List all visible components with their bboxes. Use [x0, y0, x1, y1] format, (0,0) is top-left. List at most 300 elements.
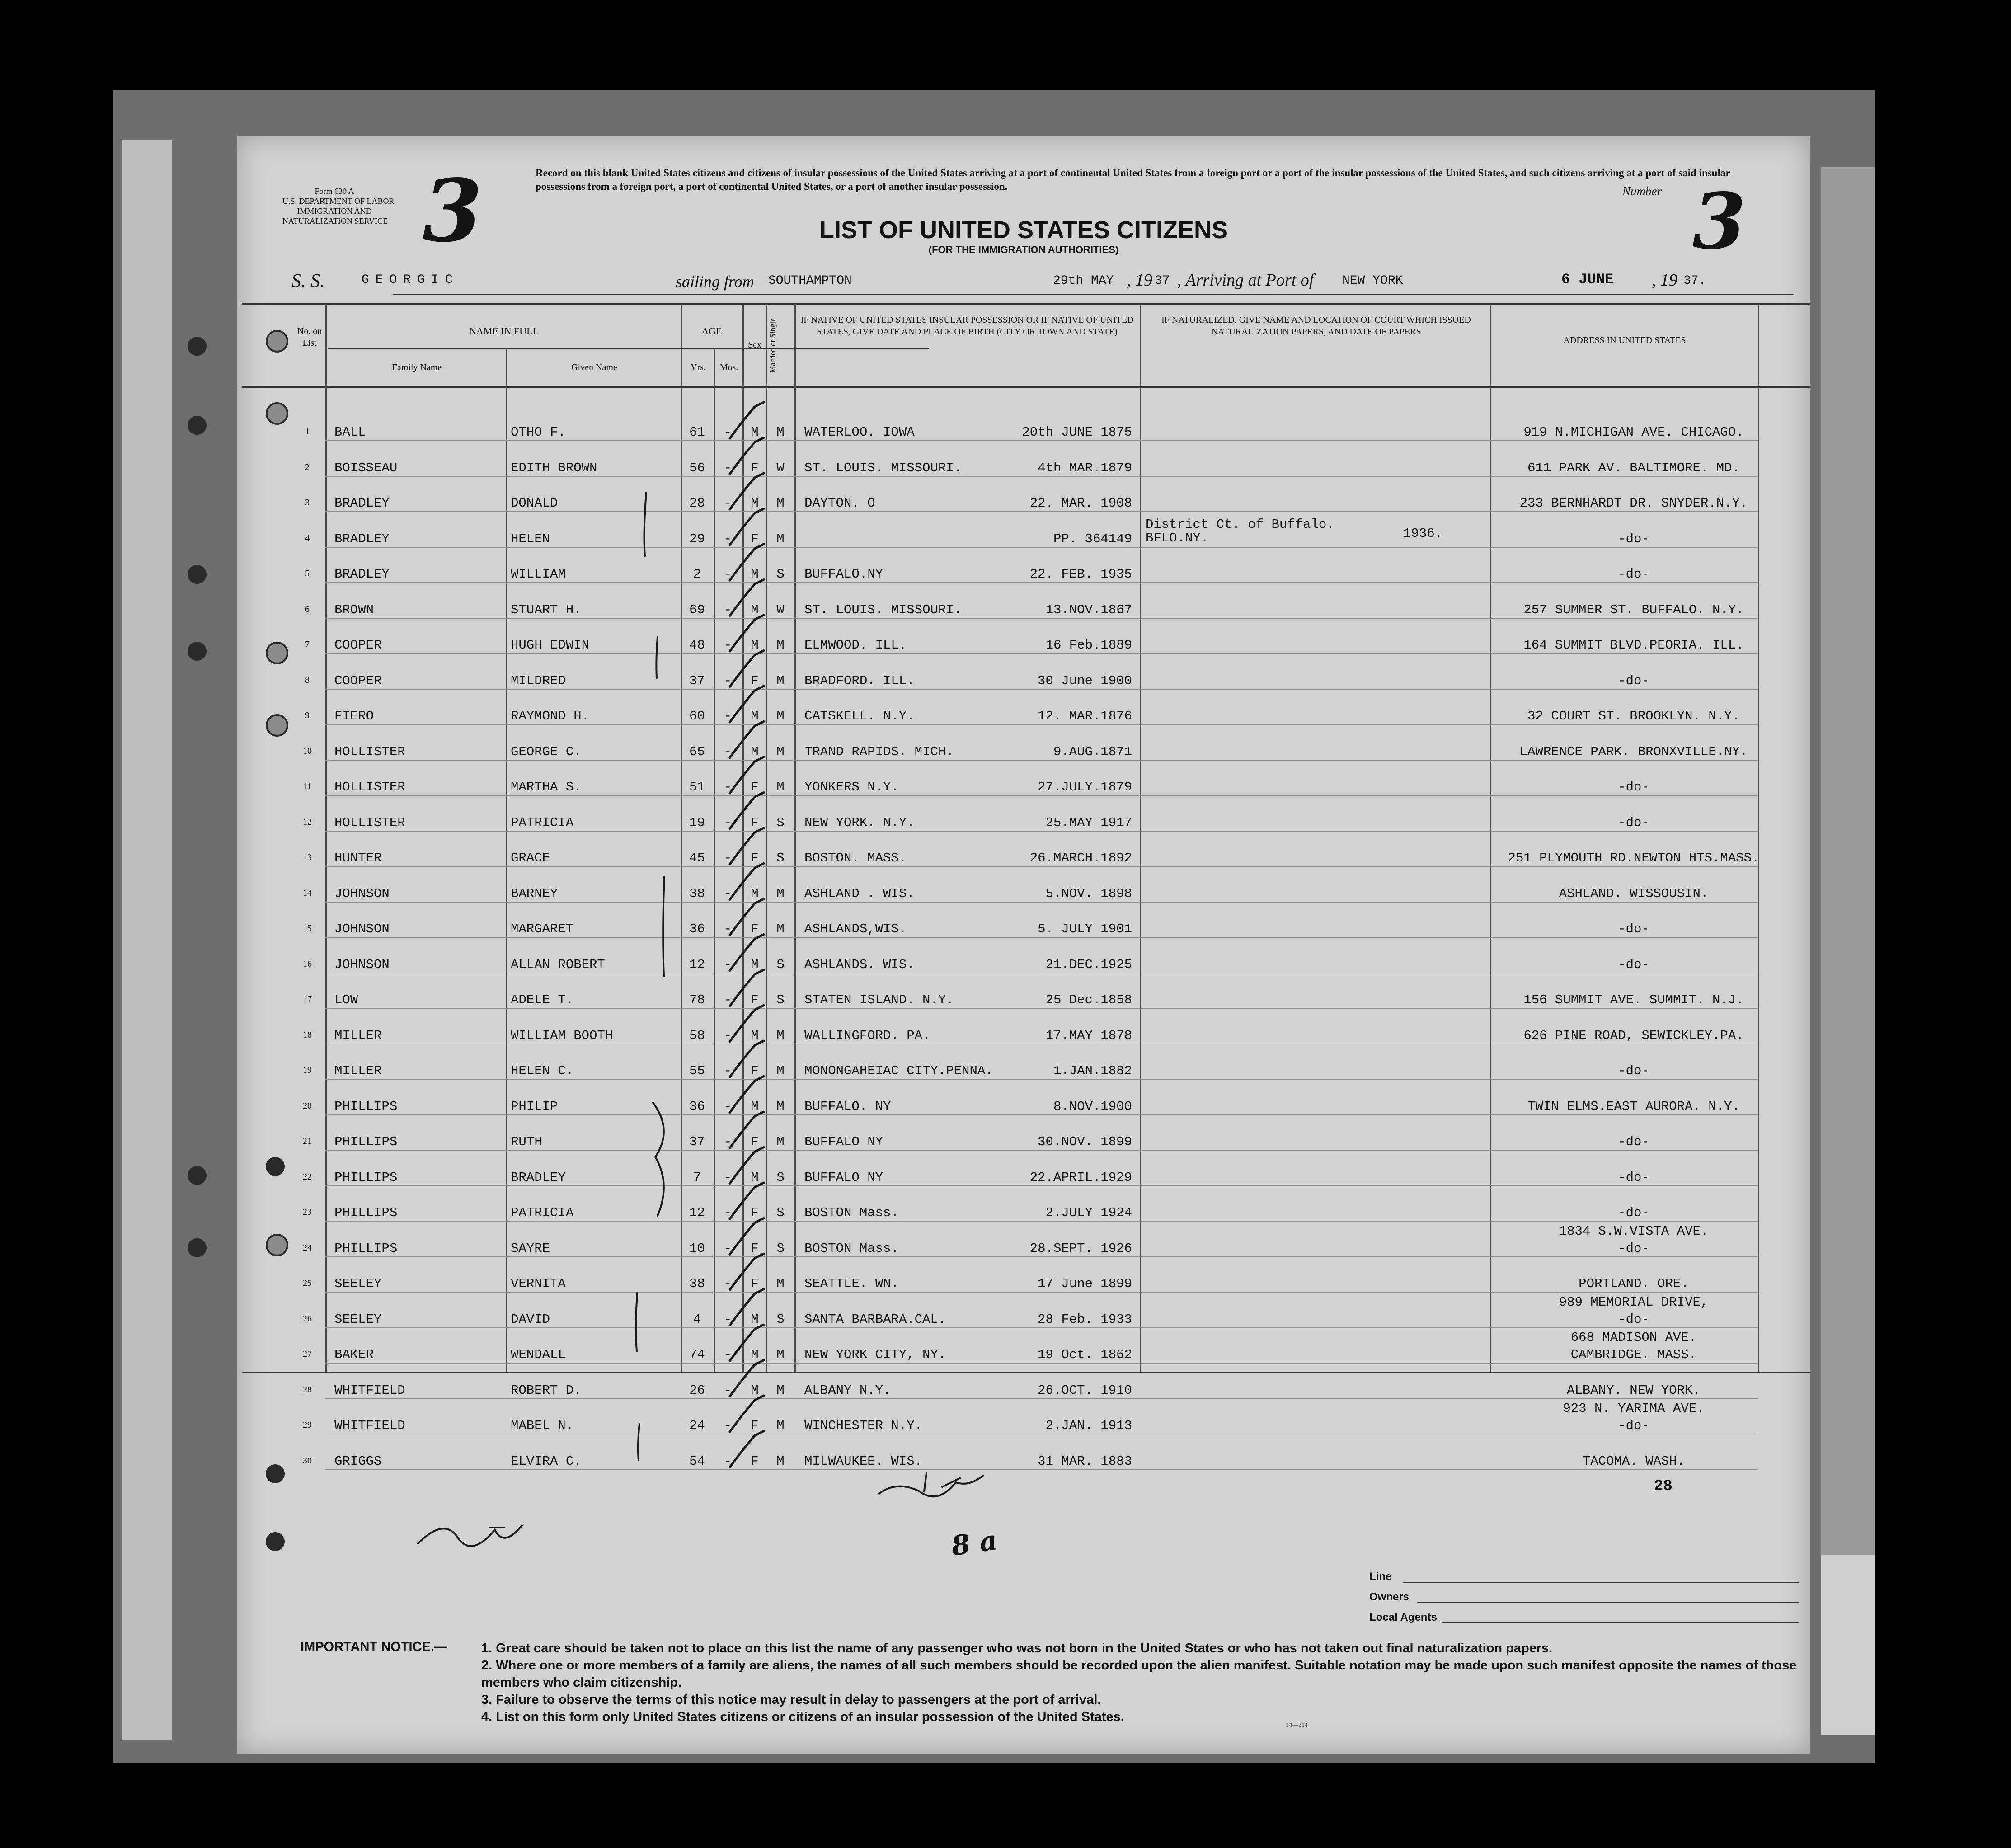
age-years: 61 [689, 425, 705, 440]
age-years: 37 [689, 1134, 705, 1149]
row-number: 10 [303, 746, 312, 756]
age-years: 55 [689, 1063, 705, 1078]
birth-place: ELMWOOD. ILL. [804, 638, 907, 653]
form-id-line: NATURALIZATION SERVICE [282, 216, 388, 226]
row-number: 19 [303, 1065, 312, 1075]
page-title: LIST OF UNITED STATES CITIZENS [819, 216, 1228, 244]
check-mark [730, 935, 764, 971]
age-months: - [724, 1276, 732, 1291]
birth-date: 30.NOV. 1899 [1038, 1134, 1132, 1149]
header-naturalized: IF NATURALIZED, GIVE NAME AND LOCATION OF COURT WHICH ISSUED NATURALIZATION PAPERS, AND DATE OF PAPERS [1161, 315, 1471, 337]
row-number: 28 [303, 1384, 312, 1395]
check-mark [730, 402, 764, 438]
given-name: STUART H. [511, 602, 582, 617]
birth-date: 22.APRIL.1929 [1029, 1170, 1132, 1185]
given-name: PATRICIA [511, 1205, 574, 1220]
birth-place: BOSTON. MASS. [804, 851, 907, 865]
address: 251 PLYMOUTH RD.NEWTON HTS.MASS. [1508, 851, 1760, 865]
family-name: BRADLEY [334, 567, 390, 582]
age-years: 54 [689, 1453, 705, 1469]
birth-place: ASHLANDS,WIS. [804, 922, 907, 936]
form-id-line: Form 630 A [315, 187, 354, 196]
row-number: 23 [303, 1207, 312, 1217]
age-months: - [724, 496, 732, 511]
family-name: HOLLISTER [334, 744, 405, 759]
marital-status: M [776, 673, 785, 688]
page-subtitle: (FOR THE IMMIGRATION AUTHORITIES) [928, 244, 1119, 255]
address: TACOMA. WASH. [1582, 1453, 1685, 1469]
binder-hole [266, 1532, 285, 1551]
marital-status: M [776, 1382, 785, 1398]
birth-date: 2.JAN. 1913 [1045, 1418, 1132, 1433]
marital-status: S [776, 1205, 785, 1220]
birth-place: ST. LOUIS. MISSOURI. [804, 602, 962, 617]
notice-items [481, 1640, 1801, 1726]
sex: M [751, 602, 759, 617]
binder-hole [266, 1464, 285, 1483]
birth-date: 31 MAR. 1883 [1038, 1453, 1132, 1469]
check-mark [730, 509, 764, 545]
given-name: RAYMOND H. [511, 709, 590, 724]
check-mark [730, 1077, 764, 1113]
check-mark [730, 864, 764, 900]
sex: F [751, 992, 759, 1007]
family-name: BAKER [334, 1347, 374, 1362]
birth-place: CATSKELL. N.Y. [804, 709, 915, 724]
bracket-mark [636, 1293, 637, 1351]
age-months: - [724, 1205, 732, 1220]
birth-date: 27.JULY.1879 [1038, 780, 1132, 795]
birth-place: SANTA BARBARA.CAL. [804, 1312, 946, 1327]
signature-scrawl [418, 1525, 522, 1546]
marital-status: S [776, 1241, 785, 1256]
ship-name: GEORGIC [362, 273, 459, 287]
sex: M [751, 1382, 759, 1398]
row-number: 17 [303, 994, 312, 1004]
sex: M [751, 1099, 759, 1114]
age-years: 45 [689, 851, 705, 865]
header-given-name: Given Name [571, 362, 617, 372]
notice-item: 2. Where one or more members of a family are aliens, the names of all such members should be recorded upon the alien manifest. Suitable notation may be made upon such manifest opposite the names of those members who claim citizenship. [481, 1658, 1797, 1690]
address: -do- [1618, 1241, 1649, 1256]
given-name: EDITH BROWN [511, 460, 597, 475]
birth-place: ALBANY N.Y. [804, 1382, 891, 1398]
sex: M [751, 1347, 759, 1362]
age-months: - [724, 744, 732, 759]
notice-item: 1. Great care should be taken not to place on this list the name of any passenger who was not born in the United States or who has not taken out final naturalization papers. [481, 1641, 1553, 1655]
family-name: SEELEY [334, 1276, 382, 1291]
given-name: WILLIAM BOOTH [511, 1028, 613, 1043]
age-months: - [724, 1418, 732, 1433]
given-name: SAYRE [511, 1241, 550, 1256]
age-years: 51 [689, 780, 705, 795]
birth-place: MONONGAHEIAC CITY.PENNA. [804, 1063, 993, 1078]
family-name: LOW [334, 992, 358, 1007]
marital-status: S [776, 815, 785, 830]
address: 233 BERNHARDT DR. SNYDER.N.Y. [1519, 496, 1748, 511]
birth-place: BOSTON Mass. [804, 1205, 899, 1220]
sex: M [751, 1028, 759, 1043]
age-months: - [724, 1170, 732, 1185]
birth-date: 9.AUG.1871 [1053, 744, 1132, 759]
notice-item: 3. Failure to observe the terms of this notice may result in delay to passengers at the port of arrival. [481, 1693, 1101, 1707]
sex: M [751, 1312, 759, 1327]
age-months: - [724, 1099, 732, 1114]
age-years: 37 [689, 673, 705, 688]
marital-status: M [776, 709, 785, 724]
row-number: 9 [305, 710, 310, 720]
sex: F [751, 531, 759, 546]
given-name: ROBERT D. [511, 1382, 582, 1398]
backing-strip-right-lower [1821, 1555, 1875, 1735]
naturalization-court: District Ct. of Buffalo. BFLO.NY. [1146, 517, 1334, 545]
check-mark [730, 757, 764, 793]
check-mark [730, 473, 764, 509]
header-no-on-list: No. on List [297, 326, 322, 348]
age-years: 19 [689, 815, 705, 830]
sex: M [751, 496, 759, 511]
header-age: AGE [701, 325, 722, 337]
address: -do- [1618, 1205, 1649, 1220]
given-name: MILDRED [511, 673, 566, 688]
birth-date: 22. FEB. 1935 [1029, 567, 1132, 582]
birth-date: PP. 364149 [1053, 531, 1132, 546]
marital-status: W [776, 602, 785, 617]
sex: M [751, 638, 759, 653]
bracket-mark [644, 493, 646, 556]
check-mark [730, 1112, 764, 1148]
address: -do- [1618, 922, 1649, 936]
birth-date: 16 Feb.1889 [1045, 638, 1132, 653]
birth-date: 12. MAR.1876 [1038, 709, 1132, 724]
birth-date: 25 Dec.1858 [1045, 992, 1132, 1007]
given-name: HELEN C. [511, 1063, 574, 1078]
sex: M [751, 567, 759, 582]
check-mark [730, 544, 764, 580]
age-months: - [724, 815, 732, 830]
age-years: 24 [689, 1418, 705, 1433]
age-months: - [724, 425, 732, 440]
given-name: MABEL N. [511, 1418, 574, 1433]
address-extra: 989 MEMORIAL DRIVE, [1559, 1294, 1709, 1310]
binder-hole [266, 330, 288, 353]
address: -do- [1618, 1063, 1649, 1078]
family-name: BOISSEAU [334, 460, 398, 475]
age-months: - [724, 922, 732, 936]
age-years: 38 [689, 1276, 705, 1291]
address: -do- [1618, 815, 1649, 830]
birth-place: ASHLANDS. WIS. [804, 957, 915, 972]
row-number: 30 [303, 1455, 312, 1466]
birth-date: 5. JULY 1901 [1038, 922, 1132, 936]
marital-status: M [776, 744, 785, 759]
address: -do- [1618, 1170, 1649, 1185]
sex: M [751, 1170, 759, 1185]
marital-status: M [776, 531, 785, 546]
birth-place: BUFFALO. NY [804, 1099, 891, 1114]
binder-hole [188, 337, 207, 356]
sex: F [751, 1063, 759, 1078]
address: -do- [1618, 567, 1649, 582]
given-name: MARTHA S. [511, 780, 582, 795]
family-name: BROWN [334, 602, 374, 617]
birth-date: 21.DEC.1925 [1045, 957, 1132, 972]
family-name: PHILLIPS [334, 1170, 398, 1185]
marital-status: S [776, 567, 785, 582]
row-number: 22 [303, 1171, 312, 1182]
birth-date: 1.JAN.1882 [1053, 1063, 1132, 1078]
handwritten-sheet-number: 3 [423, 160, 483, 261]
age-years: 7 [693, 1170, 701, 1185]
header-sex: Sex [748, 340, 761, 350]
form-id-line: IMMIGRATION AND [297, 207, 372, 216]
instructions-text: Record on this blank United States citizens and citizens of insular possessions of the United States arriving at a port of continental United States from a foreign port or a port of the insular possessions of the United States, and such citizens arriving at a port of said insular possessions from a foreign port, a port of continental United States, or a port of another insular possession. [536, 167, 1730, 192]
address: 611 PARK AV. BALTIMORE. MD. [1527, 460, 1740, 475]
birth-place: MILWAUKEE. WIS. [804, 1453, 923, 1469]
local-agents-field-label: Local Agents [1369, 1611, 1437, 1623]
address: -do- [1618, 1312, 1649, 1327]
sex: M [751, 709, 759, 724]
birth-place: WALLINGFORD. PA. [804, 1028, 930, 1043]
age-months: - [724, 780, 732, 795]
row-number: 3 [305, 498, 310, 508]
sex: M [751, 744, 759, 759]
address: 32 COURT ST. BROOKLYN. N.Y. [1527, 709, 1740, 724]
family-name: PHILLIPS [334, 1205, 398, 1220]
check-mark [730, 1254, 764, 1290]
address: TWIN ELMS.EAST AURORA. N.Y. [1527, 1099, 1740, 1114]
sail-year: 37 [1155, 274, 1170, 288]
row-number: 14 [303, 888, 312, 898]
age-years: 65 [689, 744, 705, 759]
sex: F [751, 460, 759, 475]
sailing-from-label: sailing from [676, 273, 754, 291]
row-number: 27 [303, 1349, 312, 1359]
age-years: 69 [689, 602, 705, 617]
local-agents-field-rule [1442, 1622, 1799, 1623]
given-name: PATRICIA [511, 815, 574, 830]
marital-status: M [776, 496, 785, 511]
line-field-label: Line [1369, 1571, 1392, 1583]
owners-field-label: Owners [1369, 1591, 1410, 1603]
marital-status: M [776, 886, 785, 901]
row-number: 11 [303, 781, 312, 791]
address: -do- [1618, 957, 1649, 972]
marital-status: M [776, 1347, 785, 1362]
family-name: COOPER [334, 638, 382, 653]
address: 919 N.MICHIGAN AVE. CHICAGO. [1523, 425, 1744, 440]
bracket-mark [663, 877, 664, 976]
address: -do- [1618, 673, 1649, 688]
age-years: 56 [689, 460, 705, 475]
bracket-mark [653, 1103, 664, 1216]
check-mark [730, 686, 764, 722]
age-months: - [724, 1063, 732, 1078]
check-mark [730, 1006, 764, 1042]
age-years: 36 [689, 922, 705, 936]
marital-status: M [776, 780, 785, 795]
marital-status: M [776, 1063, 785, 1078]
birth-date: 28.SEPT. 1926 [1029, 1241, 1132, 1256]
birth-date: 19 Oct. 1862 [1038, 1347, 1132, 1362]
sex: F [751, 1276, 759, 1291]
sex: F [751, 1418, 759, 1433]
family-name: BALL [334, 425, 366, 440]
address: -do- [1618, 1418, 1649, 1433]
row-number: 15 [303, 923, 312, 933]
marital-status: S [776, 851, 785, 865]
check-mark [730, 1325, 764, 1361]
address-extra: 668 MADISON AVE. [1570, 1330, 1697, 1345]
header-birth: IF NATIVE OF UNITED STATES INSULAR POSSESSION OR IF NATIVE OF UNITED STATES, GIVE DATE AND PLACE OF BIRTH (CITY OR TOWN AND STATE) [800, 315, 1134, 337]
age-months: - [724, 602, 732, 617]
birth-place: NEW YORK CITY, NY. [804, 1347, 946, 1362]
given-name: BARNEY [511, 886, 558, 901]
binder-hole [188, 565, 207, 584]
sex: F [751, 673, 759, 688]
marital-status: M [776, 638, 785, 653]
binder-hole [188, 416, 207, 435]
handwritten-note: 8 a [949, 1524, 999, 1562]
address: -do- [1618, 1134, 1649, 1149]
age-months: - [724, 567, 732, 582]
family-name: WHITFIELD [334, 1418, 405, 1433]
row-number: 6 [305, 604, 310, 614]
check-mark [730, 1396, 764, 1432]
birth-place: WINCHESTER N.Y. [804, 1418, 923, 1433]
family-name: GRIGGS [334, 1453, 382, 1469]
check-mark [730, 828, 764, 864]
marital-status: M [776, 1418, 785, 1433]
binder-hole [188, 1166, 207, 1185]
check-mark [730, 1360, 764, 1397]
check-mark [730, 651, 764, 687]
marital-status: W [776, 460, 785, 475]
marital-status: S [776, 957, 785, 972]
age-months: - [724, 1347, 732, 1362]
family-name: MILLER [334, 1028, 382, 1043]
address: -do- [1618, 531, 1649, 546]
arrive-date: 6 JUNE [1561, 271, 1614, 288]
birth-date: 5.NOV. 1898 [1045, 886, 1132, 901]
row-number: 20 [303, 1100, 312, 1111]
age-months: - [724, 992, 732, 1007]
given-name: RUTH [511, 1134, 542, 1149]
age-months: - [724, 886, 732, 901]
birth-date: 17 June 1899 [1038, 1276, 1132, 1291]
birth-place: STATEN ISLAND. N.Y. [804, 992, 954, 1007]
age-years: 36 [689, 1099, 705, 1114]
sail-year-prefix: , 19 [1127, 271, 1152, 290]
sex: F [751, 851, 759, 865]
sex: M [751, 886, 759, 901]
check-mark [730, 970, 764, 1006]
family-name: BRADLEY [334, 496, 390, 511]
birth-place: ASHLAND . WIS. [804, 886, 915, 901]
family-name: PHILLIPS [334, 1134, 398, 1149]
family-name: WHITFIELD [334, 1382, 405, 1398]
family-name: PHILLIPS [334, 1241, 398, 1256]
family-name: COOPER [334, 673, 382, 688]
number-label: Number [1622, 184, 1662, 198]
notice-item: 4. List on this form only United States citizens or citizens of an insular possession of the United States. [481, 1710, 1124, 1724]
binder-hole [266, 714, 288, 737]
sex: F [751, 815, 759, 830]
age-years: 12 [689, 957, 705, 972]
age-months: - [724, 460, 732, 475]
address: ALBANY. NEW YORK. [1567, 1382, 1701, 1398]
sex: M [751, 957, 759, 972]
binder-hole [266, 642, 288, 664]
age-months: - [724, 1028, 732, 1043]
bracket-mark [656, 637, 658, 678]
birth-place: YONKERS N.Y. [804, 780, 899, 795]
header-married-single: Married or Single [768, 318, 777, 373]
arrive-year-prefix: , 19 [1652, 271, 1677, 290]
family-name: HUNTER [334, 851, 382, 865]
ss-label: S. S. [291, 271, 325, 292]
birth-place: BRADFORD. ILL. [804, 673, 915, 688]
notice-code: 14—314 [1286, 1722, 1308, 1729]
check-mark [730, 1289, 764, 1326]
age-months: - [724, 709, 732, 724]
address-extra: 1834 S.W.VISTA AVE. [1559, 1223, 1709, 1239]
row-number: 8 [305, 675, 310, 685]
given-name: WENDALL [511, 1347, 566, 1362]
row-number: 25 [303, 1278, 312, 1288]
given-name: MARGARET [511, 922, 574, 936]
age-years: 48 [689, 638, 705, 653]
sex: F [751, 780, 759, 795]
owners-field-rule [1417, 1602, 1799, 1603]
marital-status: S [776, 1312, 785, 1327]
given-name: ADELE T. [511, 992, 574, 1007]
sex: F [751, 1134, 759, 1149]
check-mark [730, 1431, 764, 1467]
marital-status: M [776, 1099, 785, 1114]
row-number: 5 [305, 569, 310, 578]
sex: F [751, 1205, 759, 1220]
row-number: 2 [305, 462, 310, 472]
age-years: 78 [689, 992, 705, 1007]
birth-date: 2.JULY 1924 [1045, 1205, 1132, 1220]
family-name: HOLLISTER [334, 780, 405, 795]
birth-place: SEATTLE. WN. [804, 1276, 899, 1291]
age-months: - [724, 1453, 732, 1469]
address: ASHLAND. WISSOUSIN. [1559, 886, 1709, 901]
check-mark [730, 1183, 764, 1219]
birth-place: BUFFALO NY [804, 1170, 883, 1185]
check-mark [730, 580, 764, 616]
age-years: 60 [689, 709, 705, 724]
birth-place: BOSTON Mass. [804, 1241, 899, 1256]
given-name: PHILIP [511, 1099, 558, 1114]
given-name: GRACE [511, 851, 550, 865]
line-field-rule [1403, 1582, 1799, 1583]
given-name: OTHO F. [511, 425, 566, 440]
birth-date: 20th JUNE 1875 [1022, 425, 1132, 440]
family-name: MILLER [334, 1063, 382, 1078]
port-from: SOUTHAMPTON [768, 274, 852, 288]
check-mark [730, 438, 764, 474]
check-mark [730, 722, 764, 758]
row-number: 4 [305, 533, 310, 543]
given-name: VERNITA [511, 1276, 566, 1291]
backing-strip-right [1821, 167, 1875, 1722]
binder-hole [266, 1157, 285, 1176]
row-number: 26 [303, 1313, 312, 1324]
birth-date: 22. MAR. 1908 [1029, 496, 1132, 511]
